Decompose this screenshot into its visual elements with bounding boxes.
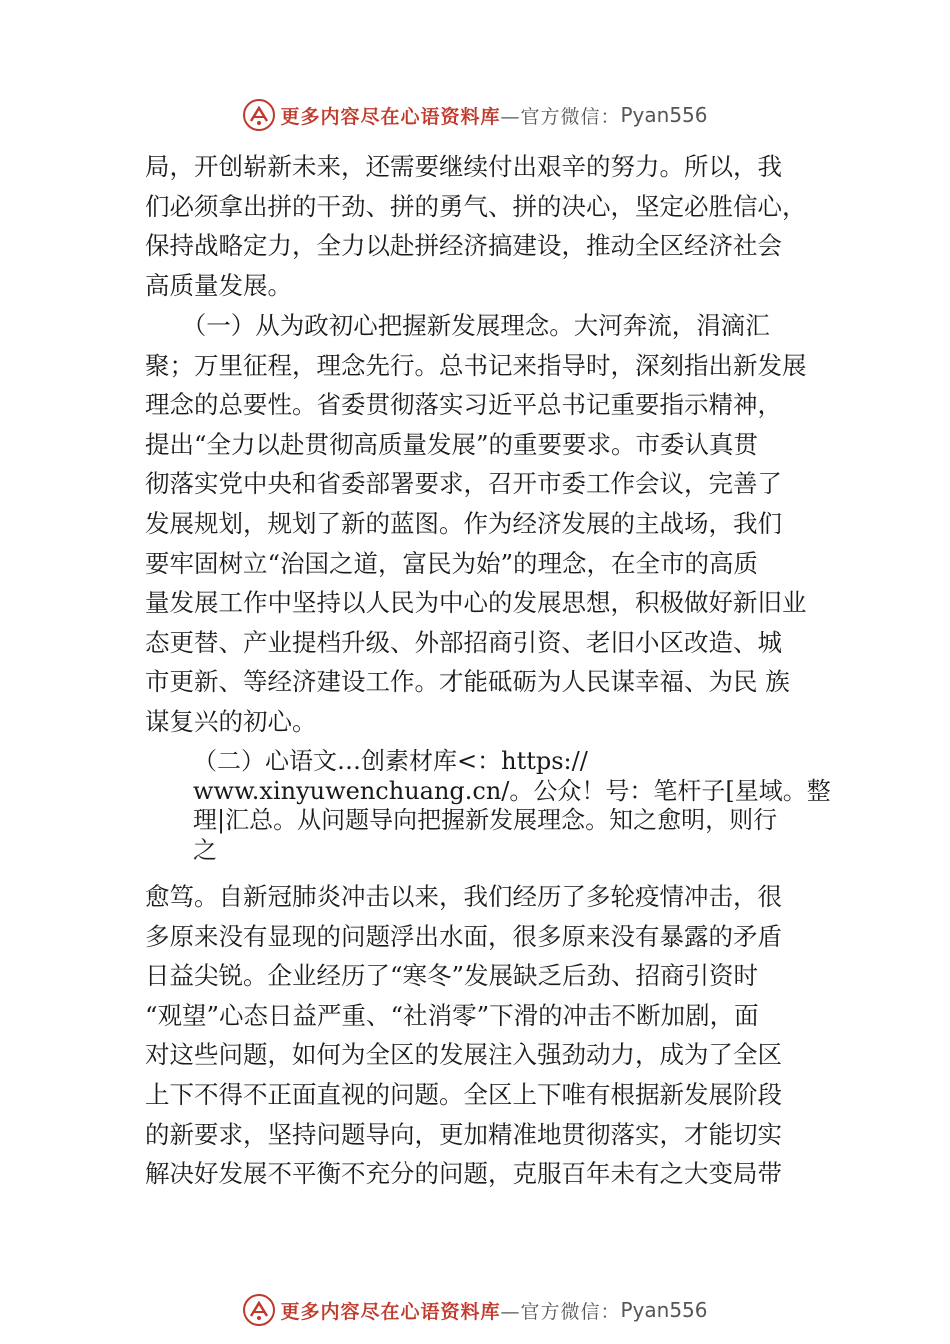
brand-logo-icon — [242, 98, 276, 132]
text-line: 量发展工作中坚持以人民为中心的发展思想，积极做好新旧业 — [145, 588, 807, 618]
brand-logo-icon — [242, 1293, 276, 1327]
paragraph-continuation — [145, 147, 835, 305]
text-line: 上下不得不正面直视的问题。全区上下唯有根据新发展阶段 — [145, 1079, 782, 1109]
text-line: 的新要求，坚持问题导向，更加精准地贯彻落实，才能切实 — [145, 1119, 782, 1149]
text-line: 聚；万里征程，理念先行。总书记来指导时，深刻指出新发展 — [145, 350, 807, 380]
footer-wechat-label: —官方微信： — [500, 1300, 621, 1323]
text-line: 谋复兴的初心。 — [145, 706, 317, 736]
text-line: 发展规划，规划了新的蓝图。作为经济发展的主战场，我们 — [145, 508, 782, 538]
text-line: 之 — [193, 835, 217, 864]
text-line: （一）从为政初心把握新发展理念。大河奔流，涓滴汇 — [145, 311, 770, 340]
text-line: 市更新、等经济建设工作。才能砥砺为人民谋幸福、为民 族 — [145, 667, 790, 697]
text-line: 多原来没有显现的问题浮出水面，很多原来没有暴露的矛盾 — [145, 921, 782, 951]
text-line: 理念的总要性。省委贯彻落实习近平总书记重要指示精神， — [145, 390, 782, 420]
text-line: 要牢固树立“治国之道，富民为始”的理念，在全市的高质 — [145, 548, 759, 578]
paragraph-section-two-heading — [193, 747, 833, 865]
text-line: 日益尖锐。企业经历了“寒冬”发展缺乏后劲、招商引资时 — [145, 961, 759, 991]
paragraph-section-one — [145, 306, 835, 742]
footer-wechat-id: Pyan556 — [620, 1298, 708, 1322]
text-line: （二）心语文…创素材库<：https:// — [193, 747, 588, 775]
text-line: 态更替、产业提档升级、外部招商引资、老旧小区改造、城 — [145, 627, 782, 657]
text-line: 们必须拿出拼的干劲、拼的勇气、拼的决心，坚定必胜信心， — [145, 191, 807, 221]
header-banner — [0, 93, 950, 137]
text-line: 对这些问题，如何为全区的发展注入强劲动力，成为了全区 — [145, 1040, 782, 1070]
text-line: 理|汇总。从问题导向把握新发展理念。知之愈明，则行 — [193, 806, 778, 834]
header-brand-text: 更多内容尽在心语资料库 — [280, 105, 501, 128]
text-line: 高质量发展。 — [145, 270, 292, 300]
text-line: 彻落实党中央和省委部署要求，召开市委工作会议，完善了 — [145, 469, 782, 499]
footer-brand-text: 更多内容尽在心语资料库 — [280, 1300, 501, 1323]
text-line: “观望”心态日益严重、“社消零”下滑的冲击不断加剧，面 — [145, 1000, 759, 1030]
text-line: 提出“全力以赴贯彻高质量发展”的重要要求。市委认真贯 — [145, 429, 759, 459]
text-line: 愈笃。自新冠肺炎冲击以来，我们经历了多轮疫情冲击，很 — [145, 882, 782, 911]
text-line: 保持战略定力，全力以赴拼经济搞建设，推动全区经济社会 — [145, 231, 782, 261]
text-line: www.xinyuwenchuang.cn/。公众！号：笔杆子[星域。整 — [193, 776, 831, 805]
header-wechat-id: Pyan556 — [620, 103, 708, 127]
footer-banner — [0, 1288, 950, 1332]
paragraph-section-two-body — [145, 877, 835, 1194]
header-wechat-label: —官方微信： — [500, 105, 621, 128]
text-line: 局，开创崭新未来，还需要继续付出艰辛的努力。所以，我 — [145, 152, 782, 181]
text-line: 解决好发展不平衡不充分的问题，克服百年未有之大变局带 — [145, 1159, 782, 1189]
